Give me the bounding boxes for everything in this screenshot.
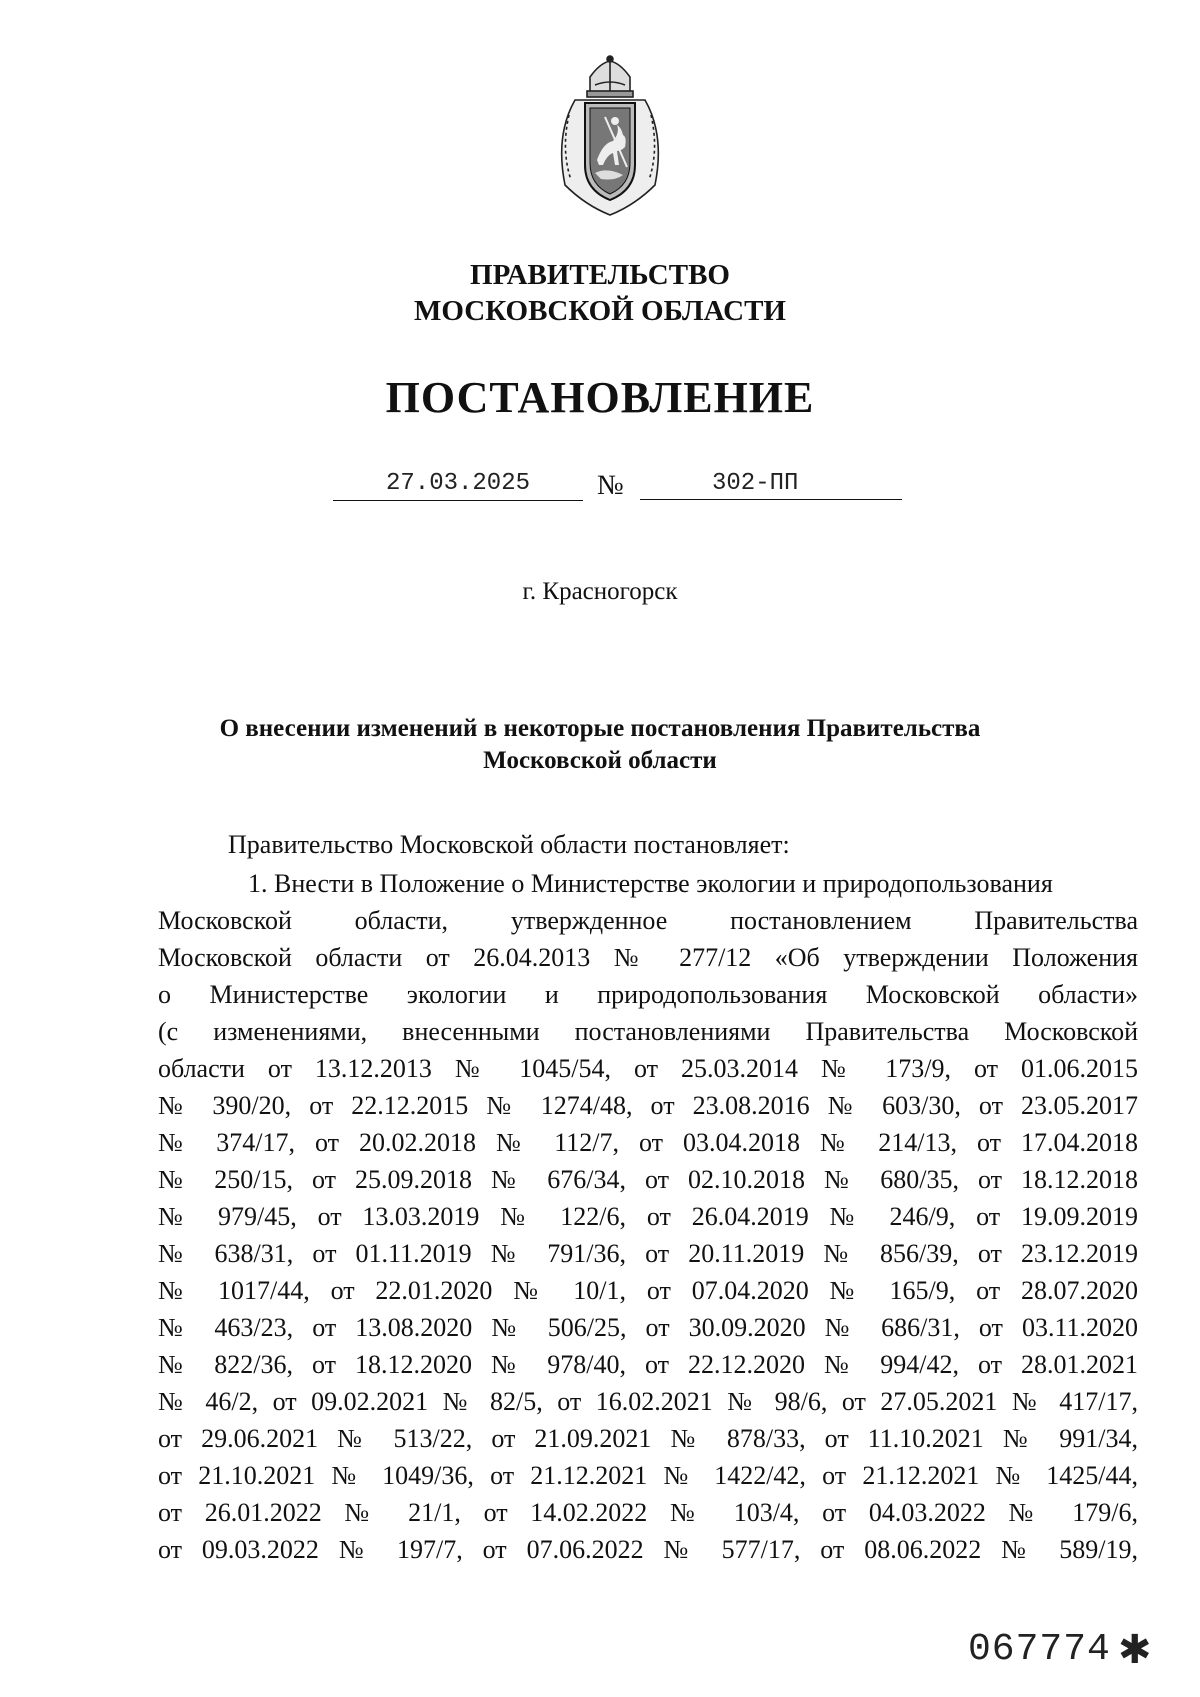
subject-line2: Московской области: [483, 747, 717, 774]
body-line: Московской области, утвержденное постановлением Правительства: [158, 906, 1138, 935]
body-paragraph: [158, 865, 1138, 1568]
body-line: № 374/17, от 20.02.2018 № 112/7, от 03.04.2018 № 214/13, от 17.04.2018: [158, 1128, 1138, 1157]
registration-line: [0, 468, 1200, 508]
crown-icon: [587, 56, 633, 97]
body-line: о Министерстве экологии и природопользования Московской области»: [158, 980, 1138, 1009]
body-line: (с изменениями, внесенными постановлениями Правительства Московской: [158, 1017, 1138, 1046]
serial-number: 067774: [968, 1628, 1111, 1671]
body-line: от 29.06.2021 № 513/22, от 21.09.2021 № 878/33, от 11.10.2021 № 991/34,: [158, 1424, 1138, 1453]
body-line: № 390/20, от 22.12.2015 № 1274/48, от 23.08.2016 № 603/30, от 23.05.2017: [158, 1091, 1138, 1120]
body-line: № 979/45, от 13.03.2019 № 122/6, от 26.04.2019 № 246/9, от 19.09.2019: [158, 1202, 1138, 1231]
body-line: 1. Внести в Положение о Министерстве экологии и природопользования: [248, 869, 1053, 898]
city-place: г. Красногорск: [522, 578, 678, 605]
body-line: от 26.01.2022 № 21/1, от 14.02.2022 № 103/4, от 04.03.2022 № 179/6,: [158, 1498, 1138, 1527]
body-line: области от 13.12.2013 № 1045/54, от 25.03.2014 № 173/9, от 01.06.2015: [158, 1054, 1138, 1083]
intro-sentence: Правительство Московской области постановляет:: [228, 830, 790, 859]
body-line: от 21.10.2021 № 1049/36, от 21.12.2021 № 1422/42, от 21.12.2021 № 1425/44,: [158, 1461, 1138, 1490]
registration-number: 302-ПП: [640, 468, 902, 500]
document-type-title: ПОСТАНОВЛЕНИЕ: [385, 373, 815, 422]
coat-of-arms-emblem: [545, 55, 675, 220]
subject-line1: О внесении изменений в некоторые постановления Правительства: [219, 715, 981, 742]
body-line: № 1017/44, от 22.01.2020 № 10/1, от 07.04.2020 № 165/9, от 28.07.2020: [158, 1276, 1138, 1305]
registration-date: 27.03.2025: [333, 468, 583, 501]
body-line: № 822/36, от 18.12.2020 № 978/40, от 22.12.2020 № 994/42, от 28.01.2021: [158, 1350, 1138, 1379]
body-line: № 638/31, от 01.11.2019 № 791/36, от 20.11.2019 № 856/39, от 23.12.2019: [158, 1239, 1138, 1268]
body-line: от 09.03.2022 № 197/7, от 07.06.2022 № 577/17, от 08.06.2022 № 589/19,: [158, 1535, 1138, 1564]
body-line: № 46/2, от 09.02.2021 № 82/5, от 16.02.2021 № 98/6, от 27.05.2021 № 417/17,: [158, 1387, 1138, 1416]
organization-name-line1: ПРАВИТЕЛЬСТВО: [470, 259, 730, 291]
body-line: № 250/15, от 25.09.2018 № 676/34, от 02.10.2018 № 680/35, от 18.12.2018: [158, 1165, 1138, 1194]
organization-name-line2: МОСКОВСКОЙ ОБЛАСТИ: [413, 295, 786, 327]
body-line: Московской области от 26.04.2013 № 277/12 «Об утверждении Положения: [158, 943, 1138, 972]
shield-icon: [585, 103, 635, 200]
asterisk-icon: ✱: [1118, 1627, 1152, 1672]
number-sign: №: [597, 470, 624, 501]
body-line: № 463/23, от 13.08.2020 № 506/25, от 30.09.2020 № 686/31, от 03.11.2020: [158, 1313, 1138, 1342]
